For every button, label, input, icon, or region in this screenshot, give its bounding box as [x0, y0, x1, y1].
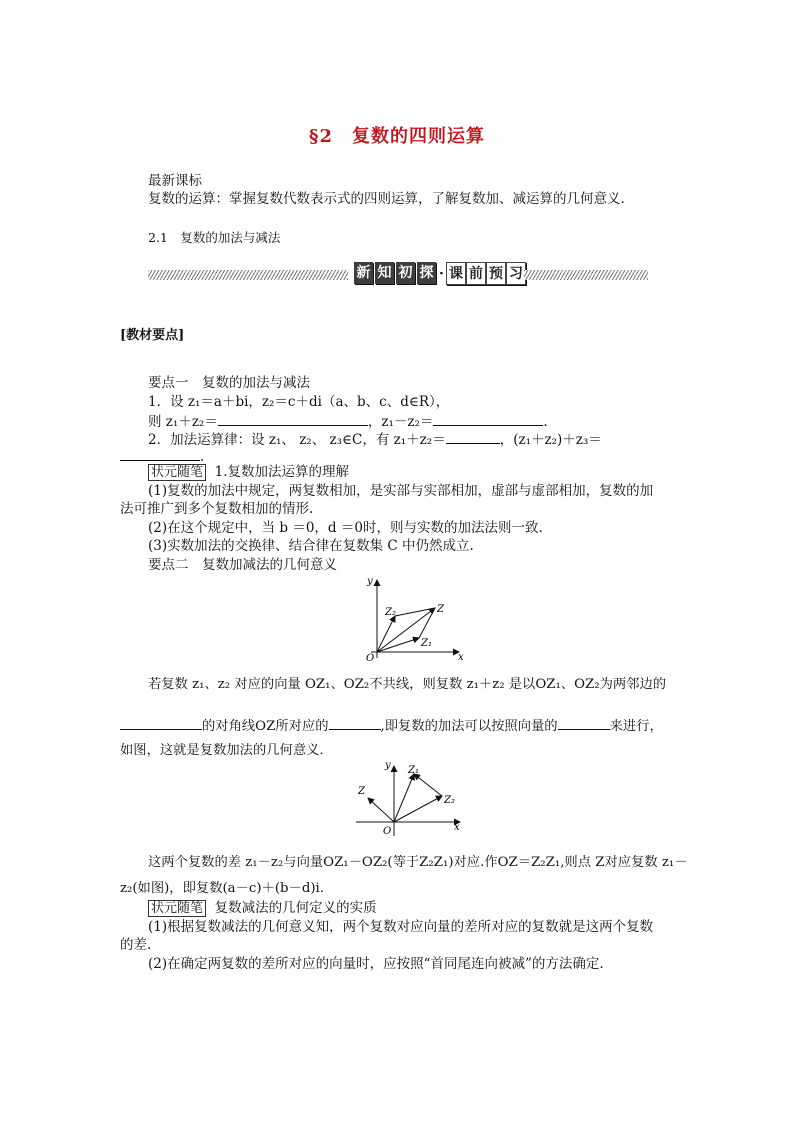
z-label: Z: [437, 604, 444, 615]
vector-oz: [368, 798, 394, 822]
para1-line2: [120, 715, 663, 736]
note-tag: 状元随笔: [148, 464, 206, 481]
note2-p1b: 的差.: [120, 937, 152, 953]
z2-label: Z₂: [385, 607, 396, 618]
note1-p1a: (1)复数的加法中规定，两复数相加，是实部与实部相加，虚部与虚部相加，复数的加: [148, 483, 654, 499]
addition-diagram: [355, 572, 475, 664]
para1-a: 若复数 z₁、z₂ 对应的向量 OZ₁、OZ₂不共线，则复数 z₁＋z₂ 是以OZ₁、OZ₂为两邻边的: [148, 677, 667, 692]
answer-blank: [120, 715, 202, 730]
point1-line1: 1．设 z₁＝a＋bi，z₂＝c＋di（a、b、c、d∈R），: [148, 394, 450, 410]
banner-char: 知: [375, 262, 394, 284]
origin-label: O: [366, 653, 375, 664]
banner-char: 前: [466, 262, 486, 285]
banner-hatch-right: [524, 270, 648, 280]
vector-z2z1: [414, 774, 442, 796]
z-label: Z: [358, 786, 365, 797]
banner-hatch-left: [148, 270, 348, 280]
note2-heading-line: [148, 899, 377, 918]
z1-label: Z₁: [408, 765, 419, 776]
point1-line2c: .: [543, 414, 548, 430]
point2-heading: 要点二 复数加减法的几何意义: [148, 557, 337, 573]
answer-blank: [446, 429, 500, 444]
banner-char: 探: [417, 262, 436, 284]
origin-label: O: [383, 826, 392, 837]
page-title: §2 复数的四则运算: [309, 126, 485, 147]
point1-line2: [148, 411, 548, 431]
answer-blank: [329, 715, 381, 730]
note2-heading: 复数减法的几何定义的实质: [214, 900, 377, 916]
banner-separator: ·: [439, 266, 444, 282]
para1-b: 的对角线OZ所对应的: [202, 719, 329, 734]
point1-line3: [148, 429, 602, 449]
note1-p1b: 法可推广到多个复数相加的情形.: [120, 501, 314, 517]
para1-d: 来进行，: [609, 719, 663, 734]
banner-char: 习: [506, 262, 526, 285]
y-label: y: [367, 576, 373, 587]
answer-blank: [120, 446, 200, 461]
banner-char: 预: [486, 262, 506, 285]
answer-blank: [433, 411, 543, 426]
x-label: x: [454, 822, 460, 833]
note-tag: 状元随笔: [148, 900, 206, 917]
note1-heading-line: [148, 463, 349, 482]
banner-char: 课: [446, 262, 466, 285]
point1-line3b: ，(z₁＋z₂)＋z₃＝: [499, 432, 602, 448]
z1-label: Z₁: [421, 638, 432, 649]
note1-p3: (3)实数加法的交换律、结合律在复数集 C 中仍然成立.: [148, 538, 474, 554]
subtraction-diagram: [352, 760, 470, 840]
point1-line3a: 2．加法运算律：设 z₁、 z₂、 z₃∈C，有 z₁＋z₂＝: [148, 432, 446, 448]
banner-char: 初: [396, 262, 415, 284]
point1-heading: 要点一 复数的加法与减法: [148, 375, 310, 391]
section-heading: 2.1 复数的加法与减法: [148, 230, 281, 245]
note1-p2: (2)在这个规定中，当 b ＝0，d ＝0时，则与实数的加法法则一致.: [148, 520, 543, 536]
curriculum-text: 复数的运算：掌握复数代数表示式的四则运算，了解复数加、减运算的几何意义.: [148, 191, 625, 207]
point1-line4-end: .: [200, 449, 205, 465]
para1-c: ,即复数的加法可以按照向量的: [380, 719, 558, 734]
x-label: x: [458, 652, 464, 663]
parallelogram-side: [419, 608, 435, 638]
point1-line2a: 则 z₁＋z₂＝: [148, 414, 218, 430]
answer-blank: [558, 715, 610, 730]
curriculum-label: 最新课标: [148, 173, 202, 189]
para2-a: 这两个复数的差 z₁－z₂与向量OZ₁－OZ₂(等于Z₂Z₁)对应.作OZ＝Z₂Z₁,则点 Z对应复数 z₁－: [148, 855, 688, 870]
note2-p1a: (1)根据复数减法的几何意义知，两个复数对应向量的差所对应的复数就是这两个复数: [148, 919, 654, 935]
note2-p2: (2)在确定两复数的差所对应的向量时，应按照“首同尾连向被减”的方法确定.: [148, 956, 604, 972]
answer-blank: [218, 411, 368, 426]
para2-b: z₂(如图)，即复数(a－c)＋(b－d)i.: [120, 881, 325, 896]
note1-heading: 1.复数加法运算的理解: [214, 464, 349, 480]
section-banner: [148, 262, 523, 288]
banner-char: 新: [354, 262, 373, 284]
para1-e: 如图，这就是复数加法的几何意义．: [120, 743, 333, 758]
textbook-header: [教材要点]: [120, 328, 185, 343]
z2-label: Z₂: [444, 795, 455, 806]
y-label: y: [385, 760, 391, 771]
point1-line2b: ，z₁－z₂＝: [367, 414, 434, 430]
vector-oz2: [394, 796, 442, 822]
vector-oz1: [394, 774, 414, 822]
